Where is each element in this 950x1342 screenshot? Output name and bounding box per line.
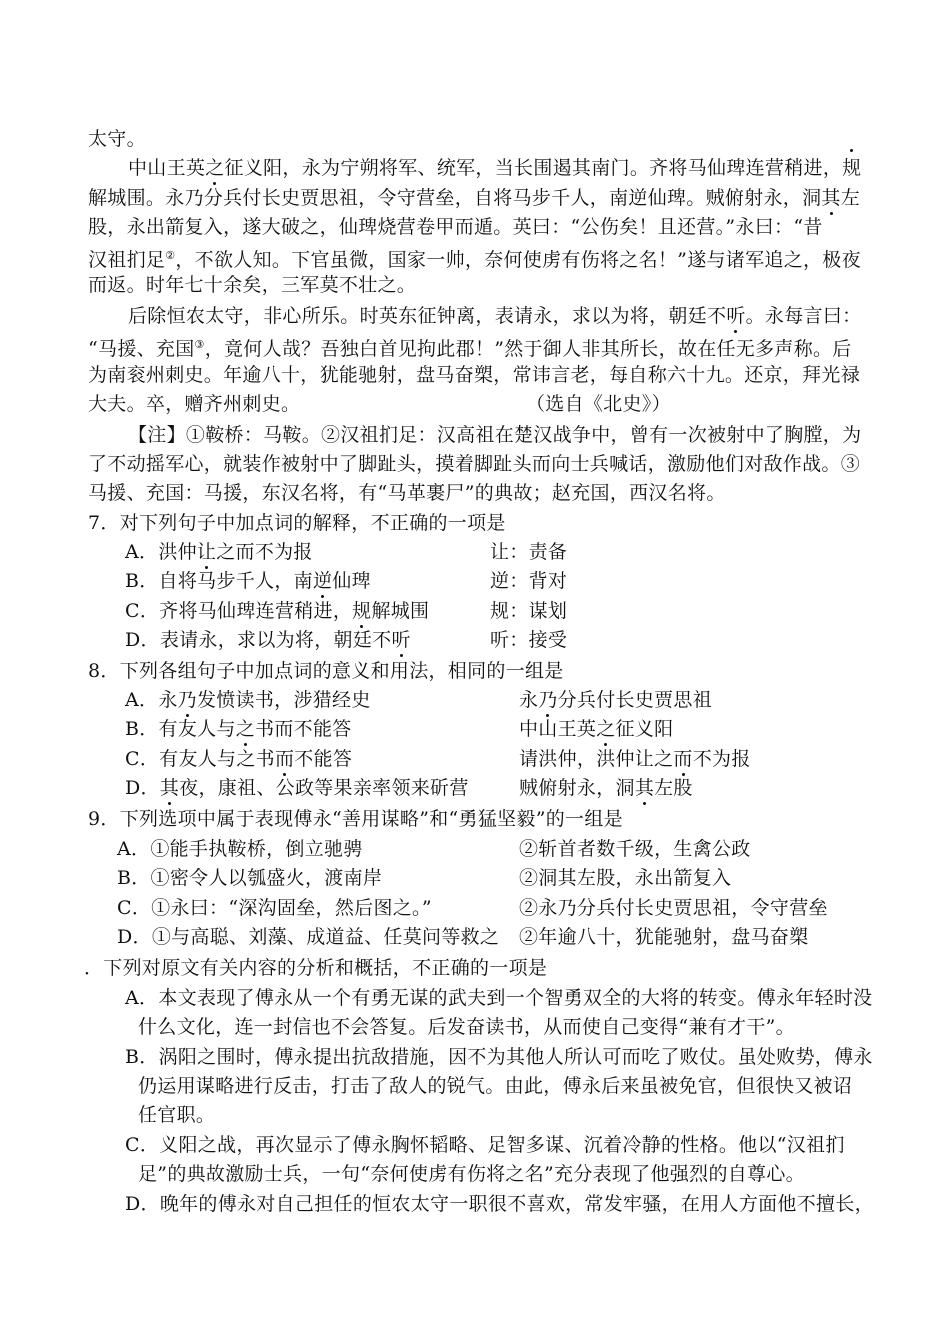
note-line: 了不动摇军心，就装作被射中了脚趾头，摸着脚趾头而向士兵喊话，激励他们对敌作战。③	[88, 453, 861, 475]
passage-line: “马援、充国③，竟何人哉？吾独白首见拘此郡！”然于御人非其所长，故在任无多声称。后	[88, 338, 852, 360]
passage-line: 汉祖扪足②，不欲人知。下官虽微，国家一帅，奈何使虏有伤将之名！”遂与诸军追之，极夜	[88, 249, 861, 271]
q10-option-d[interactable]: D．晚年的傅永对自己担任的恒农太守一职很不喜欢，常发牢骚，在用人方面他不擅长，	[125, 1193, 874, 1215]
q7-option-b[interactable]: B．自将马步千人，南逆仙琕 逆：背对	[125, 570, 568, 592]
passage-line: 为南衮州刺史。年逾八十，犹能驰射，盘马奋槊，常讳言老，每自称六十九。还京，拜光禄	[88, 364, 861, 386]
passage-line: 后除恒农太守，非心所乐。时英东征钟离，表请永，求以为将，朝廷不听。永每言曰：	[128, 305, 862, 327]
question-7-stem: 7．对下列句子中加点词的解释，不正确的一项是	[88, 512, 506, 534]
passage-line: 股，永出箭复入，遂大破之，仙琕烧营卷甲而遁。英曰：“公伤矣！且还营。”永曰：“昔	[88, 216, 823, 238]
question-10-stem: ．下列对原文有关内容的分析和概括，不正确的一项是	[84, 957, 548, 979]
q10-option-c-cont: 足”的典故激励士兵，一句“奈何使虏有伤将之名”充分表现了他强烈的自尊心。	[138, 1163, 805, 1185]
q9-option-c[interactable]: C．①永曰：“深沟固垒，然后图之。” ②永乃分兵付长史贾思祖，令守营垒	[117, 897, 828, 919]
footnote-marker: ②	[165, 249, 176, 262]
q7-option-c[interactable]: C．齐将马仙琕连营稍进，规解城围 规：谋划	[125, 600, 568, 622]
note-line: 【注】①鞍桥：马鞍。②汉祖扪足：汉高祖在楚汉战争中，曾有一次被射中了胸膛，为	[128, 424, 862, 446]
passage-line: 中山王英之征义阳，永为宁朔将军、统军，当长围遏其南门。齐将马仙琕连营稍进，规	[128, 157, 862, 179]
footnote-marker: ③	[194, 338, 205, 351]
passage-line: 大夫。卒，赠齐州刺史。 （选自《北史》）	[88, 393, 671, 415]
source-citation: （选自《北史》）	[526, 393, 671, 415]
q7-option-d[interactable]: D．表请永，求以为将，朝廷不听 听：接受	[125, 629, 568, 651]
q8-option-a[interactable]: A．永乃发愤读书，涉猎经史 永乃分兵付长史贾思祖	[125, 689, 713, 711]
q10-option-a[interactable]: A．本文表现了傅永从一个有勇无谋的武夫到一个智勇双全的大将的转变。傅永年轻时没	[125, 987, 873, 1009]
question-9-stem: 9．下列选项中属于表现傅永“善用谋略”和“勇猛坚毅”的一组是	[88, 808, 623, 830]
q8-option-d[interactable]: D．其夜，康祖、公政等果亲率领来斫营 贼俯射永，洞其左股	[125, 777, 693, 799]
q10-option-b[interactable]: B．涡阳之围时，傅永提出抗敌措施，因不为其他人所认可而吃了败仗。虽处败势，傅永	[125, 1046, 873, 1068]
q9-option-a[interactable]: A．①能手执鞍桥，倒立驰骋 ②斩首者数千级，生禽公政	[117, 838, 751, 860]
q7-option-a[interactable]: A．洪仲让之而不为报 让：责备	[125, 541, 568, 563]
note-line: 马援、充国：马援，东汉名将，有“马革裹尸”的典故；赵充国，西汉名将。	[88, 482, 726, 504]
passage-line: 解城围。永乃分兵付长史贾思祖，令守营垒，自将马步千人，南逆仙琕。贼俯射永，洞其左	[88, 187, 861, 209]
q9-option-b[interactable]: B．①密令人以瓠盛火，渡南岸 ②洞其左股，永出箭复入	[117, 867, 732, 889]
q10-option-b-cont: 任官职。	[138, 1104, 216, 1126]
q10-option-b-cont: 仍运用谋略进行反击，打击了敌人的锐气。由此，傅永后来虽被免官，但很快又被诏	[138, 1075, 853, 1097]
passage-line: 而返。时年七十余矣，三军莫不壮之。	[88, 274, 417, 296]
question-8-stem: 8．下列各组句子中加点词的意义和用法，相同的一组是	[88, 660, 564, 682]
q8-option-b[interactable]: B．有友人与之书而不能答 中山王英之征义阳	[125, 718, 674, 740]
q10-option-c[interactable]: C．义阳之战，再次显示了傅永胸怀韬略、足智多谋、沉着冷静的性格。他以“汉祖扪	[125, 1134, 845, 1156]
q10-option-a-cont: 什么文化，连一封信也不会答复。后发奋读书，从而使自己变得“兼有才干”。	[138, 1016, 795, 1038]
passage-line: 太守。	[88, 128, 146, 150]
q8-option-c[interactable]: C．有友人与之书而不能答 请洪仲，洪仲让之而不为报	[125, 748, 751, 770]
q9-option-d[interactable]: D．①与高聪、刘藻、成道益、任莫问等救之 ②年逾八十，犹能驰射，盘马奋槊	[117, 926, 809, 948]
